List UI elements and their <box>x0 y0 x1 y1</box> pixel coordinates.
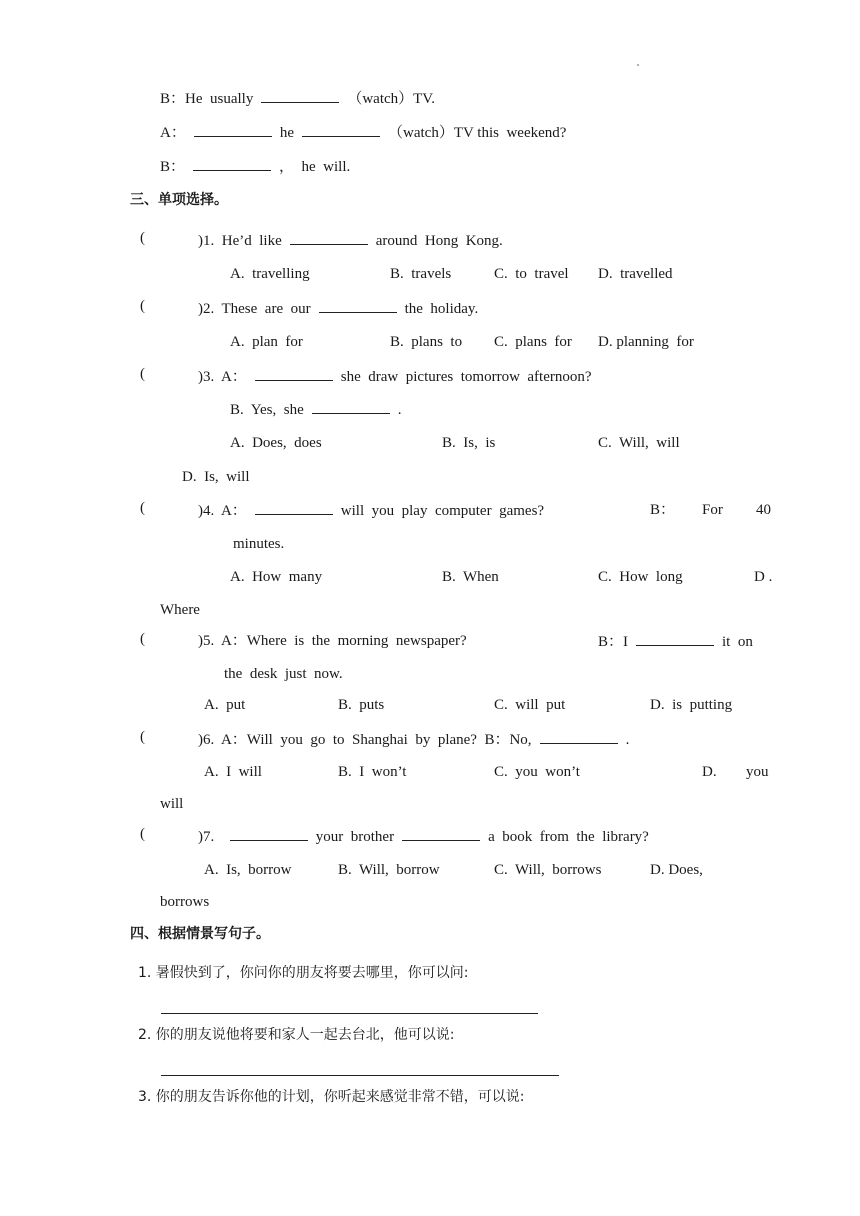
question-number: )1. <box>198 233 215 249</box>
text: . <box>625 732 630 748</box>
q6-option-d-wrap: will <box>160 796 184 812</box>
q3-stem <box>198 366 592 387</box>
answer-paren: ( <box>140 631 145 647</box>
q1-stem <box>198 230 503 251</box>
q1-option-d: D. travelled <box>598 266 673 282</box>
q3-line2 <box>230 399 402 420</box>
text: These are our <box>221 301 311 317</box>
q5-stem <box>198 631 467 651</box>
q3-option-c: C. Will, will <box>598 435 680 451</box>
question-number: )5. <box>198 633 215 649</box>
q7-option-a: A. Is, borrow <box>204 862 292 878</box>
answer-blank <box>319 298 397 313</box>
q5-option-c: C. will put <box>494 697 566 713</box>
dialogue-b1 <box>160 88 435 109</box>
q7-option-c: C. Will, borrows <box>494 862 602 878</box>
answer-blank <box>636 631 714 646</box>
text: （watch）TV. <box>347 91 435 107</box>
answer-blank <box>194 122 272 137</box>
q2-option-c: C. plans for <box>494 334 572 350</box>
text: B： <box>160 159 186 175</box>
q2-stem <box>198 298 478 319</box>
answer-blank <box>261 88 339 103</box>
section-4-title: 四、根据情景写句子。 <box>130 926 270 942</box>
q4-option-d-wrap: Where <box>160 602 200 618</box>
q4-line2: minutes. <box>233 536 285 552</box>
text: a book from the library? <box>488 829 649 845</box>
q7-stem <box>198 826 649 847</box>
dialogue-a2 <box>160 122 566 143</box>
q7-option-d: D. Does, <box>650 862 703 878</box>
answer-blank <box>290 230 368 245</box>
question-number: )6. <box>198 732 215 748</box>
q1-option-a: A. travelling <box>230 266 310 282</box>
answer-blank <box>302 122 380 137</box>
text: he <box>279 125 295 141</box>
answer-blank <box>255 500 333 515</box>
text: . <box>397 402 402 418</box>
text: A： <box>220 503 247 519</box>
q4-b-label: B： <box>650 502 676 518</box>
text: will you play computer games? <box>340 503 545 519</box>
answer-paren: ( <box>140 366 145 382</box>
scenario-3: 3. 你的朋友告诉你他的计划，你听起来感觉非常不错，可以说: <box>138 1089 525 1105</box>
scenario-1: 1. 暑假快到了，你问你的朋友将要去哪里，你可以问: <box>138 965 469 981</box>
q4-b-for: For <box>702 502 723 518</box>
page-dot <box>637 64 639 66</box>
text: A： <box>220 369 247 385</box>
answer-blank <box>540 729 618 744</box>
q6-option-d-you: you <box>746 764 769 780</box>
answer-blank <box>255 366 333 381</box>
q4-option-b: B. When <box>442 569 499 585</box>
answer-line-1 <box>161 1013 538 1014</box>
text: He’d like <box>221 233 282 249</box>
answer-paren: ( <box>140 298 145 314</box>
q3-option-a: A. Does, does <box>230 435 322 451</box>
text: around Hong Kong. <box>375 233 503 249</box>
q2-option-b: B. plans to <box>390 334 463 350</box>
q4-option-d: D . <box>754 569 773 585</box>
answer-paren: ( <box>140 826 145 842</box>
text: A：Where is the morning newspaper? <box>220 633 467 649</box>
text: B：I <box>598 634 629 650</box>
question-number: )3. <box>198 369 215 385</box>
question-number: )7. <box>198 829 215 845</box>
q3-option-d: D. Is, will <box>182 469 250 485</box>
q5-line2: the desk just now. <box>224 666 343 682</box>
q5-option-a: A. put <box>204 697 246 713</box>
text: A： <box>160 125 186 141</box>
dialogue-b3 <box>160 156 350 177</box>
answer-blank <box>230 826 308 841</box>
q4-option-a: A. How many <box>230 569 323 585</box>
answer-blank <box>402 826 480 841</box>
q6-option-a: A. I will <box>204 764 262 780</box>
text: your brother <box>315 829 395 845</box>
answer-blank <box>312 399 390 414</box>
q1-option-b: B. travels <box>390 266 452 282</box>
section-3-title: 三、单项选择。 <box>130 192 228 208</box>
text: B. Yes, she <box>230 402 304 418</box>
q7-option-b: B. Will, borrow <box>338 862 440 878</box>
answer-paren: ( <box>140 500 145 516</box>
answer-paren: ( <box>140 230 145 246</box>
answer-blank <box>193 156 271 171</box>
text: she draw pictures tomorrow afternoon? <box>340 369 592 385</box>
text: （watch）TV this weekend? <box>388 125 567 141</box>
q3-option-b: B. Is, is <box>442 435 496 451</box>
q7-option-d-wrap: borrows <box>160 894 210 910</box>
q2-option-a: A. plan for <box>230 334 303 350</box>
q5-option-d: D. is putting <box>650 697 733 713</box>
q6-option-d: D. <box>702 764 717 780</box>
text: A：Will you go to Shanghai by plane? B：No, <box>220 732 532 748</box>
answer-line-2 <box>161 1075 559 1076</box>
q5-b <box>598 631 753 652</box>
text: B：He usually <box>160 91 254 107</box>
q1-option-c: C. to travel <box>494 266 569 282</box>
q6-option-b: B. I won’t <box>338 764 407 780</box>
q6-option-c: C. you won’t <box>494 764 580 780</box>
text: the holiday. <box>404 301 479 317</box>
q4-option-c: C. How long <box>598 569 683 585</box>
question-number: )4. <box>198 503 215 519</box>
question-number: )2. <box>198 301 215 317</box>
q5-option-b: B. puts <box>338 697 385 713</box>
q6-stem <box>198 729 629 750</box>
answer-paren: ( <box>140 729 145 745</box>
text: it on <box>722 634 753 650</box>
scenario-2: 2. 你的朋友说他将要和家人一起去台北，他可以说: <box>138 1027 455 1043</box>
q2-option-d: D. planning for <box>598 334 694 350</box>
text: ， he will. <box>279 159 351 175</box>
q4-b-40: 40 <box>756 502 771 518</box>
q4-stem <box>198 500 544 521</box>
